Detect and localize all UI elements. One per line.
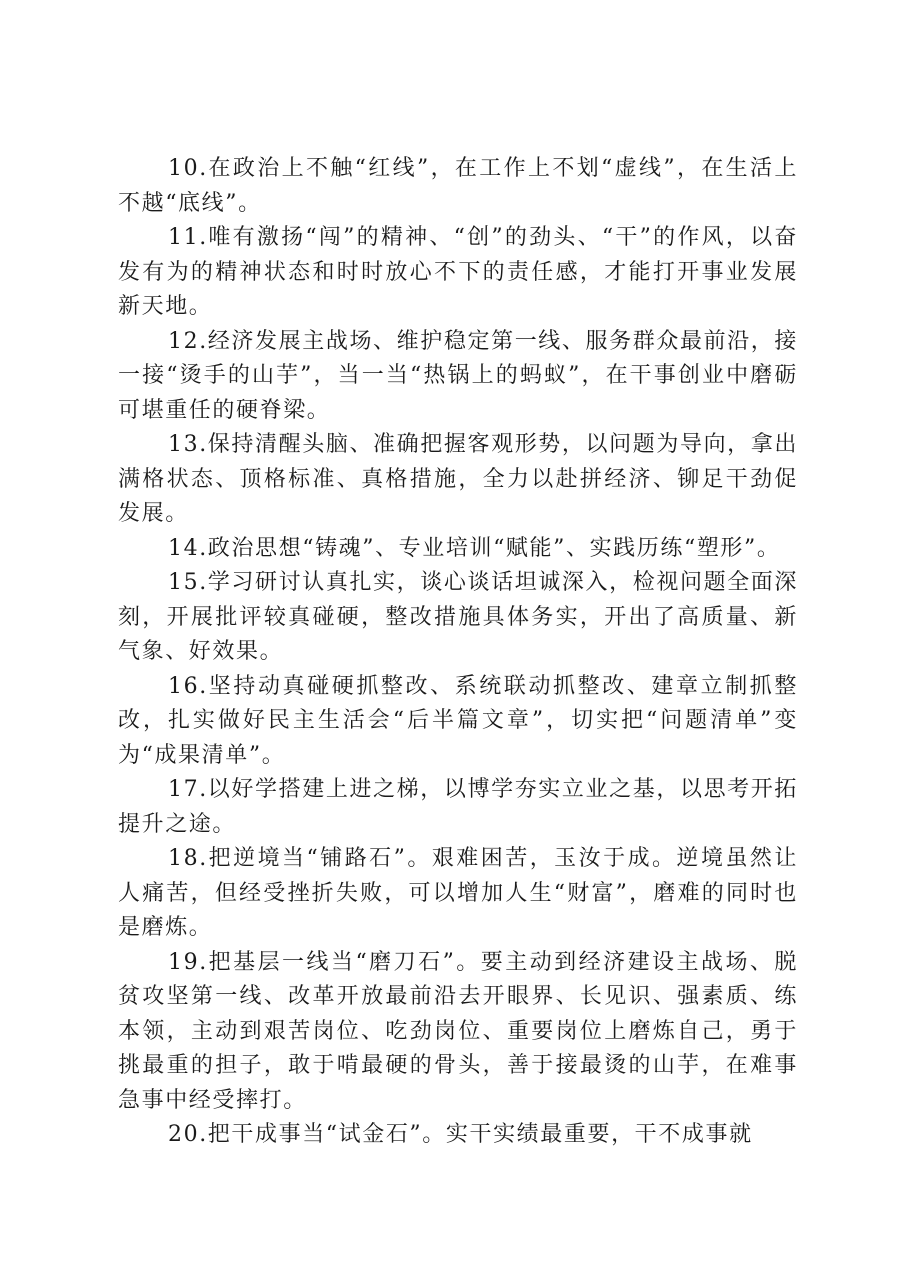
paragraph-14: 14.政治思想“铸魂”、专业培训“赋能”、实践历练“塑形”。	[168, 535, 781, 561]
paragraph-18: 18.把逆境当“铺路石”。艰难困苦，玉汝于成。逆境虽然让人痛苦，但经受挫折失败，可以增加人生“财富”，磨难的同时也是磨炼。	[118, 846, 798, 940]
document-body	[118, 152, 798, 1153]
paragraph-15: 15.学习研讨认真扎实，谈心谈话坦诚深入，检视问题全面深刻，开展批评较真碰硬，整改措施具体务实，开出了高质量、新气象、好效果。	[118, 570, 798, 664]
paragraph-19: 19.把基层一线当“磨刀石”。要主动到经济建设主战场、脱贫攻坚第一线、改革开放最前沿去开眼界、长见识、强素质、练本领，主动到艰苦岗位、吃劲岗位、重要岗位上磨炼自己，勇于挑最重的担子，敢于啃最硬的骨头，善于接最烫的山芋，在难事急事中经受摔打。	[118, 949, 798, 1113]
paragraph-20: 20.把干成事当“试金石”。实干实绩最重要，干不成事就	[168, 1122, 753, 1147]
paragraph-13: 13.保持清醒头脑、准确把握客观形势，以问题为导向，拿出满格状态、顶格标准、真格措施，全力以赴拼经济、铆足干劲促发展。	[118, 432, 798, 526]
paragraph-17: 17.以好学搭建上进之梯，以博学夯实立业之基，以思考开拓提升之途。	[118, 777, 798, 837]
paragraph-11: 11.唯有激扬“闯”的精神、“创”的劲头、“干”的作风，以奋发有为的精神状态和时时放心不下的责任感，才能打开事业发展新天地。	[118, 225, 798, 319]
paragraph-10: 10.在政治上不触“红线”，在工作上不划“虚线”，在生活上不越“底线”。	[118, 156, 798, 216]
paragraph-12: 12.经济发展主战场、维护稳定第一线、服务群众最前沿，接一接“烫手的山芋”，当一当“热锅上的蚂蚁”，在干事创业中磨砺可堪重任的硬脊梁。	[118, 328, 798, 423]
paragraph-16: 16.坚持动真碰硬抓整改、系统联动抓整改、建章立制抓整改，扎实做好民主生活会“后半篇文章”，切实把“问题清单”变为“成果清单”。	[118, 673, 798, 768]
